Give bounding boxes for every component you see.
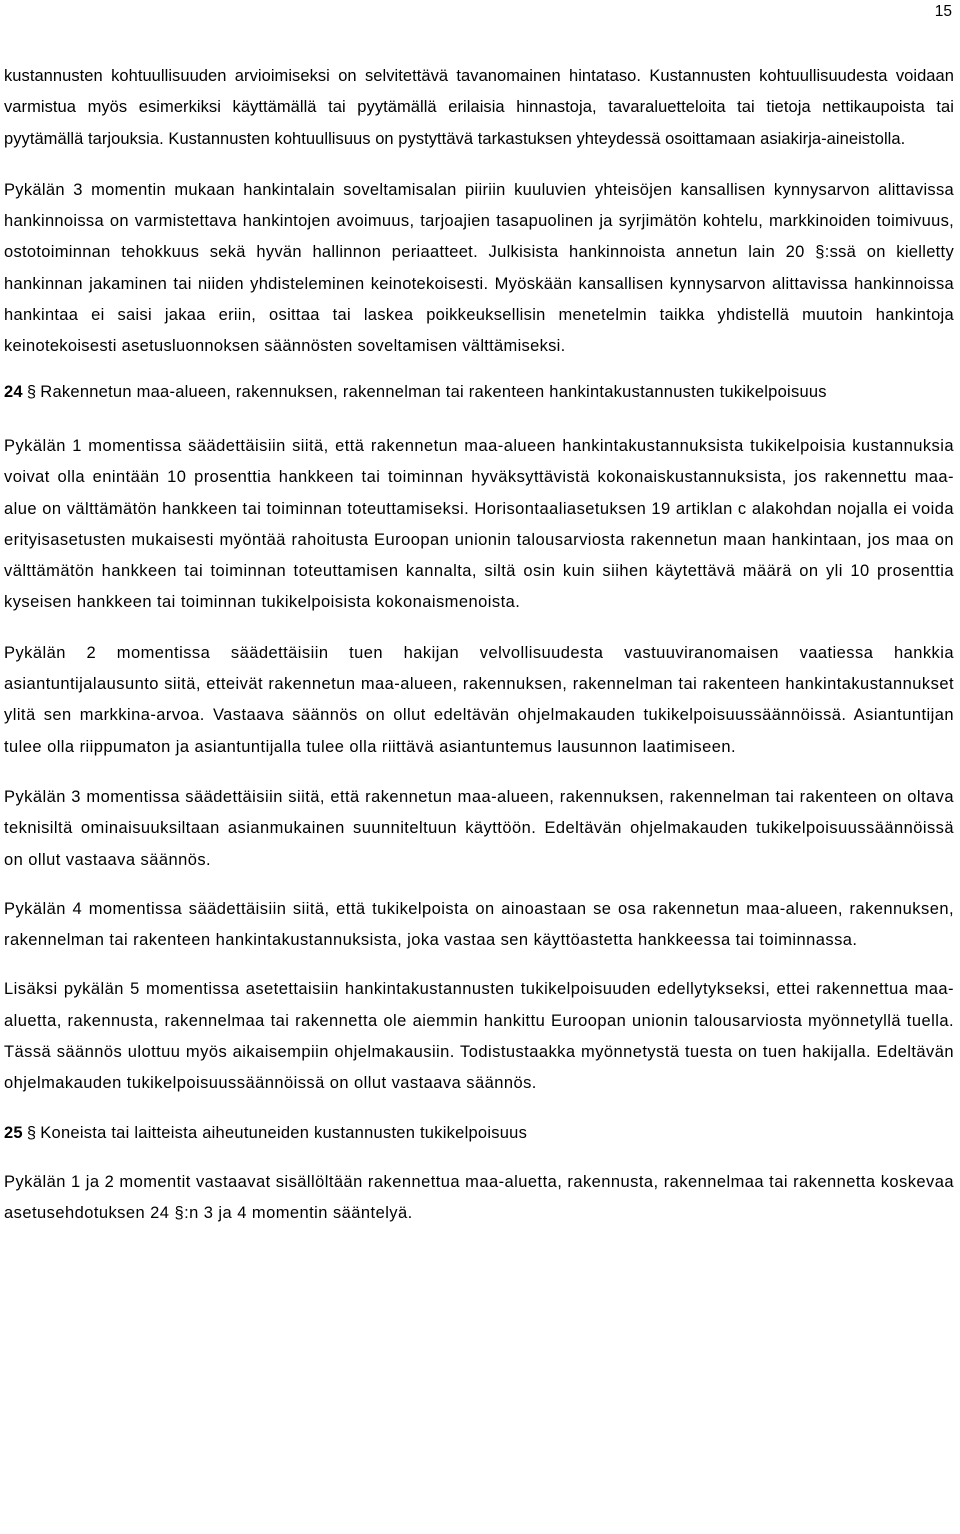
paragraph-s25-moments1-2: Pykälän 1 ja 2 momentit vastaavat sisällöltään rakennettua maa-aluetta, rakennusta, rakennelmaa tai rakennetta koskevaa asetusehdotuksen 24 §:n 3 ja 4 momentin sääntelyä. bbox=[4, 1172, 954, 1223]
section-symbol: § bbox=[26, 1123, 37, 1142]
paragraph-s24-moment2: Pykälän 2 momentissa säädettäisiin tuen hakijan velvollisuudesta vastuuviranomaisen vaatiessa hankkia asiantuntijalausunto siitä, etteivät rakennetun maa-alueen, rakennuksen, rakennelman tai rakenteen hankintakustannukset ylitä sen markkina-arvoa. Vastaava säännös on ollut edeltävän ohjelmakauden tukikelpoisuussäännöissä. Asiantuntijan tulee olla riippumaton ja asiantuntijalla tulee olla riittävä asiantuntemus lausunnon laatimiseen. bbox=[4, 643, 954, 756]
document-body bbox=[4, 61, 954, 1230]
section-24-heading bbox=[4, 377, 954, 408]
paragraph-s24-moment3: Pykälän 3 momentissa säädettäisiin siitä, että rakennetun maa-alueen, rakennuksen, rakennelman tai rakenteen on oltava teknisiltä ominaisuuksiltaan asianmukainen suunniteltuun käyttöön. Edeltävän ohjelmakauden tukikelpoisuussäännöissä on ollut vastaava säännös. bbox=[4, 787, 954, 869]
paragraph-s24-moment4: Pykälän 4 momentissa säädettäisiin siitä, että tukikelpoista on ainoastaan se osa rakennetun maa-alueen, rakennuksen, rakennelman tai rakenteen hankintakustannuksista, joka vastaa sen käyttöastetta hankkeessa tai toiminnassa. bbox=[4, 899, 954, 950]
paragraph-s24-moment1: Pykälän 1 momentissa säädettäisiin siitä, että rakennetun maa-alueen hankintakustannuksista tukikelpoisia kustannuksia voivat olla enintään 10 prosenttia hankkeen tai toiminnan hyväksyttävistä kokonaiskustannuksista, jos rakennettu maa-alue on välttämätön hankkeen tai toiminnan toteuttamiseksi. Horisontaaliasetuksen 19 artiklan c alakohdan nojalla ei voida erityisasetusten mukaisesti myöntää rahoitusta Euroopan unionin talousarviosta rakennetun maan hankintaan, jos maa on välttämätön hankkeen tai toiminnan toteuttamisen kannalta, siltä osin kuin siihen käytettävä määrä on yli 10 prosenttia kyseisen hankkeen tai toiminnan tukikelpoisista kokonaismenoista. bbox=[4, 436, 954, 612]
section-24-number: 24 bbox=[4, 382, 23, 401]
section-25-number: 25 bbox=[4, 1123, 23, 1142]
section-symbol: § bbox=[26, 382, 37, 401]
paragraph-section23-moment3: Pykälän 3 momentin mukaan hankintalain soveltamisalan piiriin kuuluvien yhteisöjen kansallisen kynnysarvon alittavissa hankinnoissa on varmistettava hankintojen avoimuus, tarjoajien tasapuolinen ja syrjimätön kohtelu, markkinoiden toimivuus, ostotoiminnan tehokkuus sekä hyvän hallinnon periaatteet. Julkisista hankinnoista annetun lain 20 §:ssä on kielletty hankinnan jakaminen tai niiden yhdisteleminen keinotekoisesti. Myöskään kansallisen kynnysarvon alittavissa hankinnoissa hankintaa ei saisi jakaa eriin, osittaa tai laskea poikkeuksellisin menetelmin taikka yhdistellä muutoin hankintoja keinotekoisesti asetusluonnoksen säännösten soveltamisen välttämiseksi. bbox=[4, 180, 954, 356]
paragraph-s24-moment5: Lisäksi pykälän 5 momentissa asetettaisiin hankintakustannusten tukikelpoisuuden edellytykseksi, ettei rakennettua maa-aluetta, rakennusta, rakennelmaa tai rakennetta ole aiemmin hankittu Euroopan unionin talousarviosta myönnetyllä tuella. Tässä säännös ulottuu myös aikaisempiin ohjelmakausiin. Todistustaakka myönnetystä tuesta on tuen hakijalla. Edeltävän ohjelmakauden tukikelpoisuussäännöissä on ollut vastaava säännös. bbox=[4, 980, 954, 1093]
section-24-title: Rakennetun maa-alueen, rakennuksen, rakennelman tai rakenteen hankintakustannusten tukikelpoisuus bbox=[40, 382, 827, 401]
section-25-title: Koneista tai laitteista aiheutuneiden kustannusten tukikelpoisuus bbox=[40, 1123, 528, 1142]
section-25-heading bbox=[4, 1118, 954, 1149]
paragraph-intro: kustannusten kohtuullisuuden arvioimiseksi on selvitettävä tavanomainen hintataso. Kustannusten kohtuullisuudesta voidaan varmistua myös esimerkiksi käyttämällä tai pyytämällä erilaisia hinnastoja, tavaraluetteloita tai tietoja nettikaupoista tai pyytämällä tarjouksia. Kustannusten kohtuullisuus on pystyttävä tarkastuksen yhteydessä osoittamaan asiakirja-aineistolla. bbox=[4, 67, 954, 148]
page-number: 15 bbox=[934, 3, 952, 20]
